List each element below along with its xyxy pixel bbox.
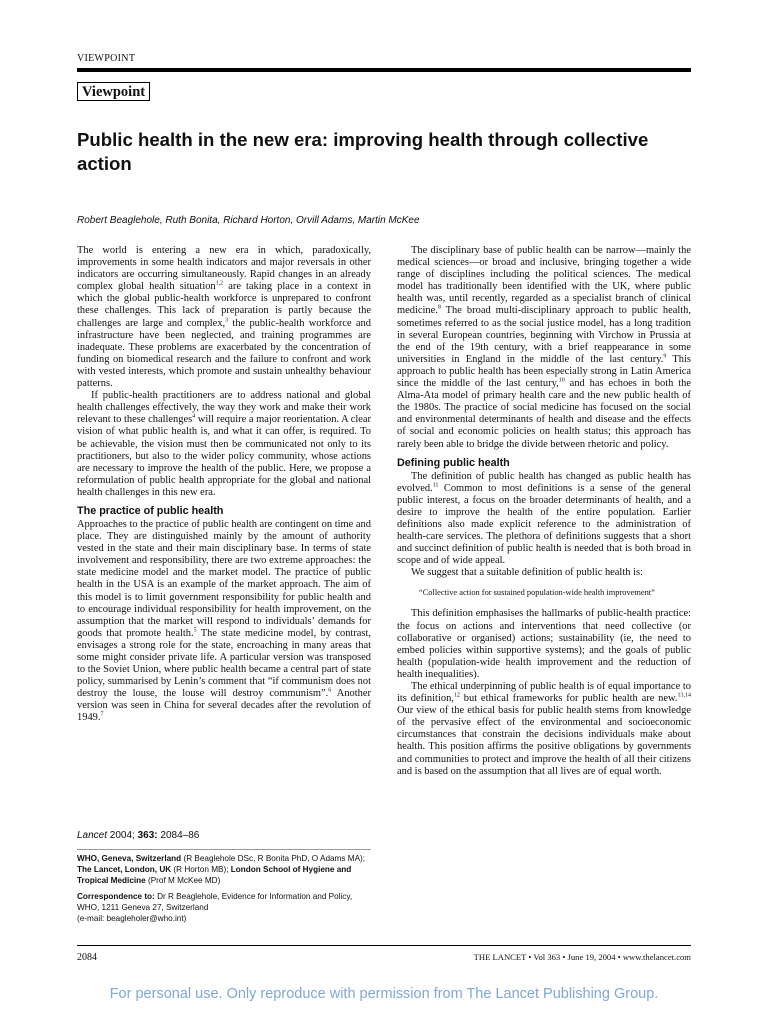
affiliation-text: WHO, Geneva, Switzerland (R Beaglehole DSc, R Bonita PhD, O Adams MA); The Lancet, London, UK (R Horton MB); London School of Hygiene and Tropical Medicine (Prof M McKee MD)	[77, 854, 366, 886]
footer-rule	[77, 945, 691, 946]
correspondence-text: Correspondence to: Dr R Beaglehole, Evidence for Information and Policy, WHO, 1211 Geneva 27, Switzerland (e-mail: beagleholer@who.int)	[77, 892, 353, 924]
paragraph: The world is entering a new era in which, paradoxically, improvements in some health indicators and major reversals in other indicators are occurring simultaneously. Rapid changes in an already complex global health situation$^{1,2}$ are taking place in a context in which the global public-health workforce is unprepared to confront these challenges. This lack of preparation is partly because the challenges are large and complex,$^3$ the public-health workforce and infrastructure have been neglected, and training programmes are inadequate. These problems are exacerbated by the concentration of funding on biomedical research and the failure to confront and work with vested interests, which promote and sustain unhealthy behaviour patterns.	[77, 245, 371, 390]
section-heading: Defining public health	[397, 456, 510, 469]
author-affiliations	[77, 853, 371, 930]
copyright-disclaimer: For personal use. Only reproduce with permission from The Lancet Publishing Group.	[109, 986, 659, 1002]
header-rule	[77, 68, 691, 72]
paragraph: We suggest that a suitable definition of public health is:	[411, 567, 643, 579]
journal-footer: THE LANCET • Vol 363 • June 19, 2004 • www.thelancet.com	[473, 952, 691, 962]
page-number: 2084	[77, 952, 97, 963]
paragraph: The ethical underpinning of public health is of equal importance to its definition,$^{12}$ but ethical frameworks for public health are new.$^{13,14}$ Our view of the ethical basis for public health stems from knowledge of the pervasive effect of the environmental and socioeconomic circumstances that constrain the decisions individuals make about health. This position affirms the positive obligations by governments and communities to protect and improve the health of all their citizens and is based on the assumption that all lives are of equal worth.	[397, 681, 691, 777]
right-column	[397, 245, 691, 778]
paragraph: The definition of public health has changed as public health has evolved.$^{11}$ Common to most definitions is a sense of the general public interest, a focus on the broader determinants of health, and a desire to improve the health of the entire population. Earlier definitions also made explicit reference to the administration of health-care services. The plethora of definitions suggests that a short and succinct definition of public health is needed that is both broad in scope and of wide appeal.	[397, 470, 691, 567]
paragraph: This definition emphasises the hallmarks of public-health practice: the focus on actions and interventions that need collective (or collaborative or organised) actions; sustainability (ie, the need to embed policies within supportive systems); and the goals of public health (population-wide health improvement and the reduction of health inequalities).	[397, 608, 691, 680]
article-title: Public health in the new era: improving health through collective action	[77, 129, 649, 174]
section-label: VIEWPOINT	[77, 53, 136, 64]
paragraph: If public-health practitioners are to address national and global health challenges effectively, the way they work and make their work relevant to these challenges$^4$ will require a major reorientation. A clear vision of what public health is, and what it can offer, is required. To be achievable, the vision must then be communicated not only to its practitioners, but also to the wider policy community, whose actions are necessary to improve the health of the public. Here, we propose a reformulation of public health appropriate for the global and national health challenges in this new era.	[77, 390, 371, 498]
author-list: Robert Beaglehole, Ruth Bonita, Richard Horton, Orvill Adams, Martin McKee	[77, 215, 420, 226]
paragraph: The disciplinary base of public health can be narrow—mainly the medical sciences—or broad and inclusive, bringing together a wide range of disciplines including the political sciences. The medical model has traditionally been identified with the UK, where public health was, until recently, regarded as a specialist branch of clinical medicine.$^8$ The broad multi-disciplinary approach to public health, sometimes referred to as the social justice model, has a long tradition in several European countries, beginning with Virchow in Prussia at the end of the 19th century, with a brief reappearance in some universities in England in the middle of the last century.$^9$ This approach to public health has been especially strong in Latin America since the middle of the last century,$^{10}$ and has echoes in both the Alma-Ata model of primary health care and the new public health of the 1980s. The practice of social medicine has focused on the social and environmental determinants of health and disease and the effects of social and economic policies on health status; this approach has rarely been able to bridge the divide between rhetoric and policy.	[397, 245, 692, 450]
left-column	[77, 245, 371, 725]
email-address: (e-mail: beagleholer@who.int)	[77, 914, 187, 924]
paragraph: Approaches to the practice of public health are contingent on time and place. They are distinguished mainly by the amount of authority vested in the state and their main disciplinary base. In terms of state involvement and responsibility, there are two extreme approaches: the state medicine model and the market model. The practice of public health in the USA is an example of the market approach. The aim of this model is to limit government responsibility for public health and to encourage individual responsibility for health improvement, on the assumption that the market will respond to individuals’ demands for goods that promote health.$^5$ The state medicine model, by contrast, envisages a strong role for the state, encroaching in many areas that some might consider private life. A particular version was transposed to the Soviet Union, where public health became a central part of state policy, summarised by Lenin’s comment that “if communism does not destroy the louse, the louse will destroy communism”.$^6$ Another version was seen in China for several decades after the revolution of 1949.$^7$	[77, 518, 371, 724]
definition-quote: “Collective action for sustained population-wide health improvement”	[419, 588, 655, 598]
journal-citation: Lancet 2004; 363: 2084–86	[77, 830, 371, 850]
article-type-badge: Viewpoint	[77, 82, 150, 101]
section-heading: The practice of public health	[77, 504, 224, 517]
